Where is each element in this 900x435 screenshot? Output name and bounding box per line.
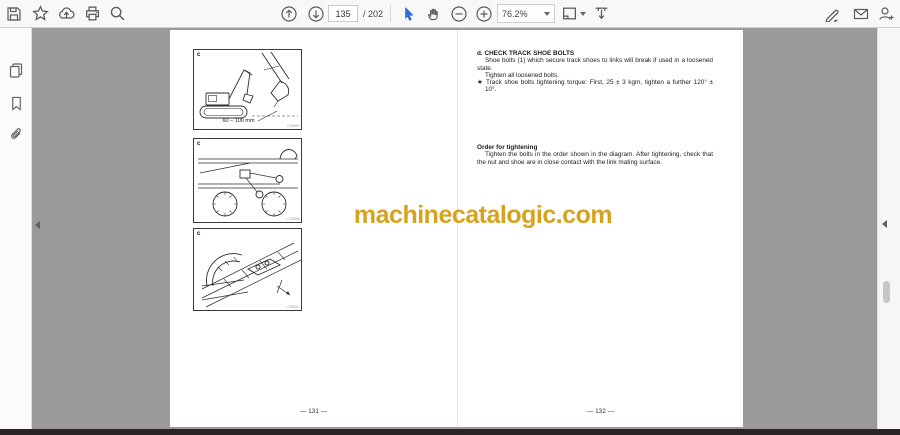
figure-track-frame-side-view [193,138,302,223]
page-number-input[interactable] [328,5,358,22]
window-bottom-edge [0,429,900,435]
pen-icon [824,5,841,22]
page-fit-dropdown[interactable] [558,0,588,27]
person-plus-icon [877,5,895,23]
fill-sign-button[interactable] [820,0,844,27]
page-thumbnails-button[interactable] [7,63,25,81]
chevron-down-icon [580,12,586,16]
page-up-icon [280,5,298,23]
figure-corner-label: c [197,141,201,147]
section-bullet: ★ Track shoe bolts tightening torque: First, 25 ± 3 kgm, tighten a further 120° ± 10°. [477,79,713,94]
find-button[interactable] [105,0,129,27]
page-down-icon [307,5,325,23]
check-track-shoe-bolts-section [477,50,713,94]
figure-code: C0601 [287,304,299,309]
save-button[interactable] [2,0,26,27]
track-shoe-diagram-image [194,229,301,310]
share-people-button[interactable] [874,0,898,27]
section-paragraph: Tighten the bolts in the order shown in the diagram. After tightening, check that the nut and shoe are in close contact with the link mating surface. [477,151,713,166]
page-number-right: — 132 — [586,408,615,415]
figure-code: C0598 [287,216,299,221]
pages-icon [8,62,24,83]
collapse-left-panel-arrow[interactable] [35,221,40,229]
figure-track-shoe-bolts-perspective [193,228,302,311]
hand-icon [426,6,442,22]
cloud-upload-icon [58,5,75,22]
minus-circle-icon [450,5,468,23]
paperclip-icon [9,127,24,147]
fit-page-icon [561,5,578,22]
select-tool-button[interactable] [397,0,421,27]
left-panel-sidebar [0,28,32,429]
hand-tool-button[interactable] [422,0,446,27]
next-page-button[interactable] [304,0,328,27]
section-paragraph: Shoe bolts (1) which secure track shoes to links will break if used in a loosened state. [477,57,713,72]
toolbar-divider [390,5,391,22]
share-upload-button[interactable] [54,0,78,27]
document-canvas [33,28,877,429]
cursor-arrow-icon [401,6,417,22]
section-paragraph: Tighten all loosened bolts. [485,71,560,79]
figure-code: C0599 [287,123,299,128]
section-heading: d. CHECK TRACK SHOE BOLTS [477,50,575,57]
figure-caption: 60 – 100 mm [222,118,255,124]
envelope-icon [852,5,870,23]
favorite-button[interactable] [28,0,52,27]
track-frame-diagram-image [194,139,301,222]
zoom-level-dropdown[interactable] [497,4,555,23]
toolbar [0,0,900,28]
watermark-text: machinecatalogic.com [353,201,613,229]
figure-corner-label: c [197,231,201,237]
zoom-level-value: 76.2% [502,8,528,19]
page-number-left: — 131 — [299,408,328,415]
print-button[interactable] [80,0,104,27]
expand-right-panel-arrow[interactable] [882,220,887,228]
attachments-button[interactable] [7,128,25,146]
order-for-tightening-section [477,144,713,166]
bookmark-icon [9,96,24,116]
previous-page-button[interactable] [277,0,301,27]
page-total-label: / 202 [363,8,384,19]
fit-width-icon [593,5,610,22]
save-icon [6,6,22,22]
vertical-scrollbar-thumb[interactable] [883,281,890,303]
bookmarks-button[interactable] [7,97,25,115]
section-heading: Order for tightening [477,144,538,151]
plus-circle-icon [475,5,493,23]
printer-icon [84,5,101,22]
scroll-mode-button[interactable] [589,0,613,27]
right-scrollbar-strip [877,28,900,429]
star-icon [32,5,49,22]
zoom-out-button[interactable] [447,0,471,27]
send-mail-button[interactable] [849,0,873,27]
zoom-in-button[interactable] [472,0,496,27]
figure-corner-label: c [197,52,201,58]
search-icon [109,5,126,22]
figure-excavator-bucket-clearance [193,49,302,130]
chevron-down-icon [544,12,550,16]
